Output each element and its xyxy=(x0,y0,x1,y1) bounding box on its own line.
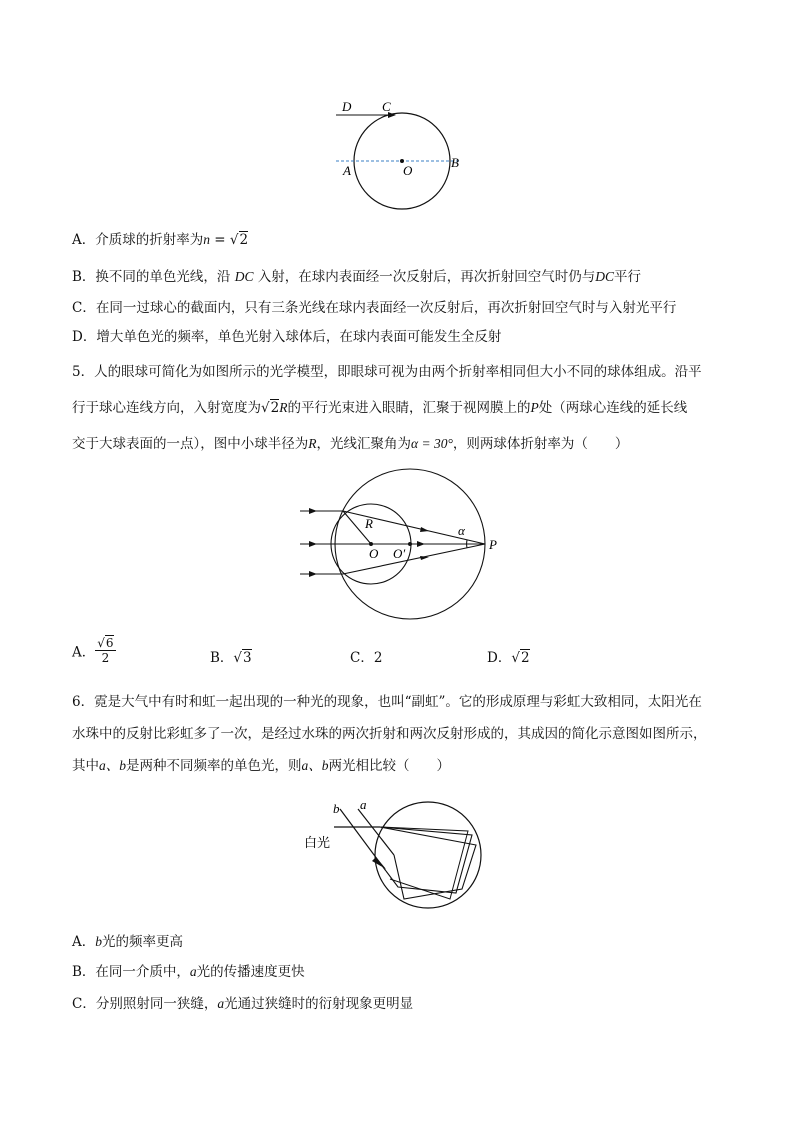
q6-line-2: 水珠中的反射比彩虹多了一次，是经过水珠的两次折射和两次反射形成的，其成因的简化示意图如图所示， xyxy=(72,726,707,742)
q5-opt-a-label: A． xyxy=(72,644,96,661)
arrow-bot xyxy=(309,571,317,577)
q5-option-d xyxy=(487,646,530,666)
label-alpha: α xyxy=(458,523,465,538)
q5-line3-alpha: α = 30° xyxy=(411,436,453,451)
q6-opt-c-a: a xyxy=(217,996,225,1011)
q4-option-d: D．增大单色光的频率，单色光射入球体后，在球内表面可能发生全反射 xyxy=(72,329,502,345)
q6-opt-a-1: A． xyxy=(72,934,96,950)
q5-line-1: 5．人的眼球可简化为如图所示的光学模型，即眼球可视为由两个折射率相同但大小不同的球体组成。沿平 xyxy=(72,364,702,380)
label-o: O xyxy=(403,163,413,178)
point-o-prime xyxy=(408,542,412,546)
q5-line3-b: ，光线汇聚角为 xyxy=(316,436,411,452)
q5-line2-p: P xyxy=(530,400,539,415)
sqrt-radicand: 2 xyxy=(239,232,249,248)
q6-line3-a: 其中 xyxy=(72,758,99,774)
q6-line3-b: 是两种不同频率的单色光，则 xyxy=(126,758,302,774)
q5-line3-r: R xyxy=(308,436,317,451)
q5-line2-rad: 2 xyxy=(270,400,280,416)
q6-opt-c-2: 光通过狭缝时的衍射现象更明显 xyxy=(224,996,414,1012)
q6-opt-b-2: 光的传播速度更快 xyxy=(196,964,305,980)
q5-line3-c: ，则两球体折射率为（ ） xyxy=(452,436,629,452)
sqrt-symbol: √ xyxy=(229,232,239,248)
q6-line3-c: 两光相比较（ ） xyxy=(328,758,450,774)
sqrt-symbol: √ xyxy=(261,400,270,416)
q5-option-b xyxy=(210,646,252,666)
q6-line-1: 6．霓是大气中有时和虹一起出现的一种光的现象，也叫“副虹”。它的形成原理与彩虹大致相同，太阳光在 xyxy=(72,694,702,710)
q5-opt-d-label: D． xyxy=(487,650,512,666)
option-b-dc-1: DC xyxy=(234,269,254,284)
q5-opt-b-label: B． xyxy=(210,650,234,666)
q5-opt-d-rad: 2 xyxy=(520,650,530,666)
q5-figure xyxy=(295,465,515,625)
option-b-text-1: B．换不同的单色光线，沿 xyxy=(72,269,235,285)
q6-line3-ab: a、b xyxy=(99,758,126,773)
math-n: n xyxy=(203,232,210,247)
q5-line2-r: R xyxy=(279,400,288,415)
math-eq: = xyxy=(210,232,230,248)
internal-path-1 xyxy=(380,827,472,893)
option-b-text-2: 入射，在球内表面经一次反射后，再次折射回空气时仍与 xyxy=(253,269,596,285)
q6-line-3 xyxy=(72,756,450,776)
option-b-dc-2: DC xyxy=(595,269,615,284)
q6-option-b xyxy=(72,962,305,982)
sqrt-symbol: √ xyxy=(233,650,243,666)
q4-option-c: C．在同一过球心的截面内，只有三条光线在球内表面经一次反射后，再次折射回空气时与入射光平行 xyxy=(72,300,677,316)
q6-opt-c-1: C．分别照射同一狭缝， xyxy=(72,996,218,1012)
label-a: a xyxy=(360,797,367,812)
arrow-b xyxy=(372,857,386,869)
label-d: D xyxy=(342,99,352,114)
label-white-light: 白光 xyxy=(304,836,331,851)
label-b: B xyxy=(451,155,459,170)
q5-line2-b: 的平行光束进入眼睛，汇聚于视网膜上的 xyxy=(287,400,531,416)
q6-option-a xyxy=(72,932,183,952)
arrow-top xyxy=(309,508,317,514)
fraction xyxy=(95,636,115,665)
label-a: A xyxy=(343,163,351,178)
internal-path-3 xyxy=(380,827,468,899)
q4-figure xyxy=(330,95,470,215)
option-a-text: A．介质球的折射率为 xyxy=(72,232,204,248)
q5-line-3 xyxy=(72,434,628,454)
q5-opt-a-num: 6 xyxy=(105,636,114,650)
q6-opt-a-b: b xyxy=(95,934,102,949)
q5-opt-a-den: 2 xyxy=(101,651,110,665)
label-c: C xyxy=(382,99,391,114)
q5-opt-b-rad: 3 xyxy=(243,650,252,666)
label-r: R xyxy=(365,516,373,531)
q4-option-b xyxy=(72,267,641,287)
q6-opt-a-2: 光的频率更高 xyxy=(102,934,183,950)
q6-opt-b-a: a xyxy=(189,964,197,979)
label-p: P xyxy=(489,537,497,552)
label-o-prime: O′ xyxy=(393,546,406,561)
option-b-text-3: 平行 xyxy=(614,269,642,285)
sqrt-symbol: √ xyxy=(511,650,520,666)
q4-option-a xyxy=(72,230,248,250)
arrow-top-refract xyxy=(420,527,429,532)
arrow-mid xyxy=(309,541,317,547)
label-o: O xyxy=(369,546,379,561)
label-b: b xyxy=(333,801,340,816)
q5-line2-c: 处（两球心连线的延长线 xyxy=(538,400,688,416)
internal-path-2 xyxy=(380,827,476,899)
q5-line2-a: 行于球心连线方向，入射宽度为 xyxy=(72,400,261,416)
q6-line3-ab2: a、b xyxy=(301,758,329,773)
q5-option-c: C．2 xyxy=(350,650,383,666)
ray-bot-refract xyxy=(343,544,485,574)
q5-line3-a: 交于大球表面的一点），图中小球半径为 xyxy=(72,436,309,452)
q5-option-a xyxy=(72,636,116,665)
q6-option-c xyxy=(72,994,413,1014)
q6-figure xyxy=(300,795,500,920)
fraction-numerator: √6 xyxy=(97,636,114,650)
q5-line-2 xyxy=(72,398,687,418)
q6-opt-b-1: B．在同一介质中， xyxy=(72,964,190,980)
arrow-mid-2 xyxy=(417,541,425,547)
